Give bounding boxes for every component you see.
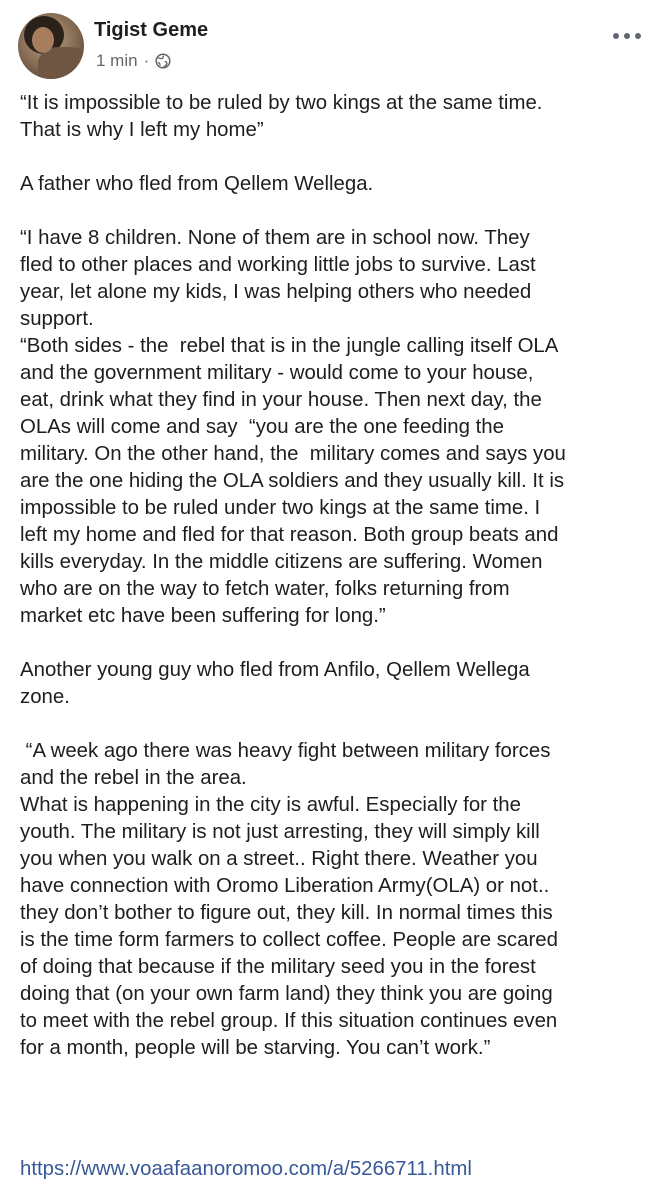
post-text-line: impossible to be ruled under two kings at the same time. I xyxy=(20,497,541,519)
more-dot xyxy=(624,33,630,39)
more-dot xyxy=(613,33,619,39)
post-text-line: military. On the other hand, the military comes and says you xyxy=(20,443,566,465)
post-text-line: “I have 8 children. None of them are in school now. They xyxy=(20,227,530,249)
post-text-line: and the rebel in the area. xyxy=(20,767,247,789)
more-dot xyxy=(635,33,641,39)
post-text-line: kills everyday. In the middle citizens are suffering. Women xyxy=(20,551,543,573)
post-text-line: “Both sides - the rebel that is in the jungle calling itself OLA xyxy=(20,335,559,357)
post-link[interactable]: https://www.voaafaanoromoo.com/a/5266711.html xyxy=(20,1158,472,1180)
post-meta xyxy=(96,51,171,71)
author-avatar[interactable] xyxy=(18,13,84,79)
post-text-line: eat, drink what they find in your house. Then next day, the xyxy=(20,389,542,411)
post-text-line: who are on the way to fetch water, folks returning from xyxy=(20,578,510,600)
post-text-line: are the one hiding the OLA soldiers and they usually kill. It is xyxy=(20,470,565,492)
author-name[interactable]: Tigist Geme xyxy=(94,19,209,41)
post-text-line: market etc have been suffering for long.” xyxy=(20,605,386,627)
post-text-line: doing that (on your own farm land) they think you are going xyxy=(20,983,553,1005)
post-body xyxy=(20,90,645,1062)
post-text-line: fled to other places and working little jobs to survive. Last xyxy=(20,254,536,276)
blank-line xyxy=(20,630,645,657)
post-text-line: zone. xyxy=(20,686,70,708)
post-text-line: for a month, people will be starving. You can’t work.” xyxy=(20,1037,491,1059)
globe-icon[interactable] xyxy=(155,53,171,69)
more-options-icon[interactable] xyxy=(613,33,641,39)
post-text-line: A father who fled from Qellem Wellega. xyxy=(20,173,374,195)
post-text-line: they don’t bother to figure out, they kill. In normal times this xyxy=(20,902,553,924)
post-text-line: “It is impossible to be ruled by two kings at the same time. xyxy=(20,92,543,114)
post-header xyxy=(18,13,643,85)
post-text-line: to meet with the rebel group. If this situation continues even xyxy=(20,1010,558,1032)
post-text-line: What is happening in the city is awful. Especially for the xyxy=(20,794,521,816)
post-text-line: youth. The military is not just arresting, they will simply kill xyxy=(20,821,540,843)
post-text-line: support. xyxy=(20,308,94,330)
post-text-line: left my home and fled for that reason. Both group beats and xyxy=(20,524,559,546)
meta-separator: · xyxy=(143,51,150,70)
blank-line xyxy=(20,198,645,225)
blank-line xyxy=(20,144,645,171)
avatar-face xyxy=(32,27,54,53)
post-time[interactable]: 1 min xyxy=(96,51,138,70)
post-text-line: OLAs will come and say “you are the one feeding the xyxy=(20,416,504,438)
post-text-line: have connection with Oromo Liberation Army(OLA) or not.. xyxy=(20,875,550,897)
post-text-line: That is why I left my home” xyxy=(20,119,264,141)
post-text-line: of doing that because if the military seed you in the forest xyxy=(20,956,536,978)
post-text-line: is the time form farmers to collect coffee. People are scared xyxy=(20,929,558,951)
post-text-line: and the government military - would come to your house, xyxy=(20,362,534,384)
post-text-line: “A week ago there was heavy fight between military forces xyxy=(20,740,551,762)
post-text-line: year, let alone my kids, I was helping others who needed xyxy=(20,281,532,303)
post-text-line: you when you walk on a street.. Right there. Weather you xyxy=(20,848,538,870)
blank-line xyxy=(20,711,645,738)
post-text-line: Another young guy who fled from Anfilo, Qellem Wellega xyxy=(20,659,530,681)
